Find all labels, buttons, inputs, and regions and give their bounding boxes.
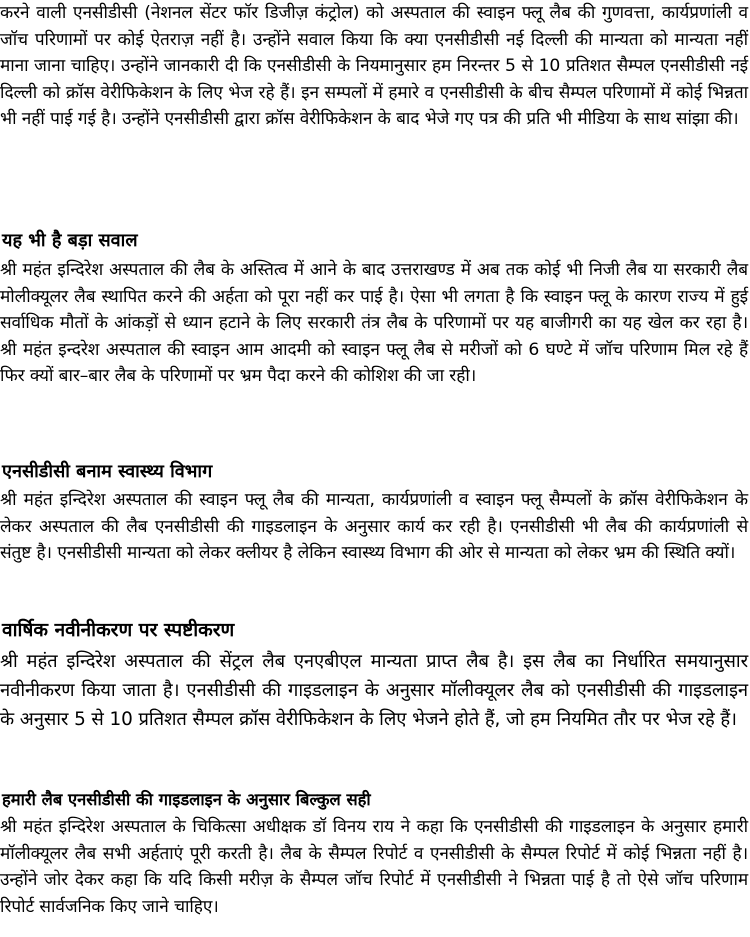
section-paragraph-lab-guideline: श्री महंत इन्दिरेश अस्पताल के चिकित्सा अधीक्षक डॉ विनय राय ने कहा कि एनसीडीसी की गाइडलाइन के अनुसार हमारी मॉलीक्यूलर लैब सभी अर्हताएं पूरी करती है। लैब के सैम्पल रिपोर्ट व एनसीडीसी के सैम्पल रिपोर्ट में कोई भिन्नता नहीं है। उन्होंने जोर देकर कहा कि यदि किसी मरीज़ के सैम्पल जॉच रिपोर्ट में एनसीडीसी ने भिन्नता पाई है तो ऐसे जॉच परिणाम रिपोर्ट सार्वजनिक किए जाने चाहिए। [0,817,748,917]
section-paragraph-ncdc-vs-health-dept: श्री महंत इन्दिरेश अस्पताल की स्वाइन फ्लू लैब की मान्यता, कार्यप्रणांली व स्वाइन फ्लू सैम्पलों के क्रॉस वेरीफिकेशन के लेकर अस्पताल की लैब एनसीडीसी की गाइडलाइन के अनुसार कार्य कर रही है। एनसीडीसी भी लैब की कार्यप्रणांली से संतुष्ट है। एनसीडीसी मान्यता को लेकर क्लीयर है लेकिन स्वास्थ्य विभाग की ओर से मान्यता को लेकर भ्रम की स्थिति क्यों। [0,490,748,564]
section-heading-big-question: यह भी है बड़ा सवाल [2,230,138,251]
section-paragraph-big-question: श्री महंत इन्दिरेश अस्पताल की लैब के अस्तित्व में आने के बाद उत्तराखण्ड में अब तक कोई भी निजी लैब या सरकारी लैब मोलीक्यूलर लैब स्थापित करने की अर्हता को पूरा नहीं कर पाई है। ऐसा भी लगता है कि स्वाइन फ्लू के कारण राज्य में हुई सर्वाधिक मौतों के आंकड़ों से ध्यान हटाने के लिए सरकारी तंत्र लैब के परिणामों पर यह बाजीगरी का यह खेल कर रहा है। श्री महंत इन्दरेश अस्पताल की स्वाइन आम आदमी को स्वाइन फ्लू लैब से मरीजों को 6 घण्टे में जॉच परिणाम मिल रहे हैं फिर क्यों बार–बार लैब के परिणामों पर भ्रम पैदा करने की कोशिश की जा रही। [0,260,748,387]
section-heading-ncdc-vs-health-dept: एनसीडीसी बनाम स्वास्थ्य विभाग [2,461,213,482]
section-heading-annual-renewal: वार्षिक नवीनीकरण पर स्पष्टीकरण [2,619,235,641]
intro-paragraph: करने वाली एनसीडीसी (नेशनल सेंटर फॉर डिजीज़ कंट्रोल) को अस्पताल की स्वाइन फ्लू लैब की गुणवत्ता, कार्यप्रणांली व जॉच परिणामों पर कोई ऐतराज़ नहीं है। उन्होंने सवाल किया कि क्या एनसीडीसी नई दिल्ली की मान्यता को मान्यता नहीं माना जाना चाहिए। उन्होंने जानकारी दी कि एनसीडीसी के नियमानुसार हम निरन्तर 5 से 10 प्रतिशत सैम्पल एनसीडीसी नई दिल्ली को क्रॉस वेरीफिकेशन के लिए भेज रहे हैं। इन सम्पलों में हमारे व एनसीडीसी के बीच सैम्पल परिणामों में कोई भिन्नता भी नहीं पाई गई है। उन्होंने एनसीडीसी द्वारा क्रॉस वेरीफिकेशन के बाद भेजे गए पत्र की प्रति भी मीडिया के साथ सांझा की। [0,3,748,130]
section-paragraph-annual-renewal: श्री महंत इन्दिरेश अस्पताल की सेंट्रल लैब एनएबीएल मान्यता प्राप्त लैब है। इस लैब का निर्धारित समयानुसार नवीनीकरण किया जाता है। एनसीडीसी की गाइडलाइन के अनुसार मॉलीक्यूलर लैब को एनसीडीसी की गाइडलाइन के अनुसार 5 से 10 प्रतिशत सैम्पल क्रॉस वेरीफिकेशन के लिए भेजने होते हैं, जो हम नियमित तौर पर भेज रहे हैं। [0,651,748,730]
section-heading-lab-guideline: हमारी लैब एनसीडीसी की गाइडलाइन के अनुसार बिल्कुल सही [2,790,371,809]
